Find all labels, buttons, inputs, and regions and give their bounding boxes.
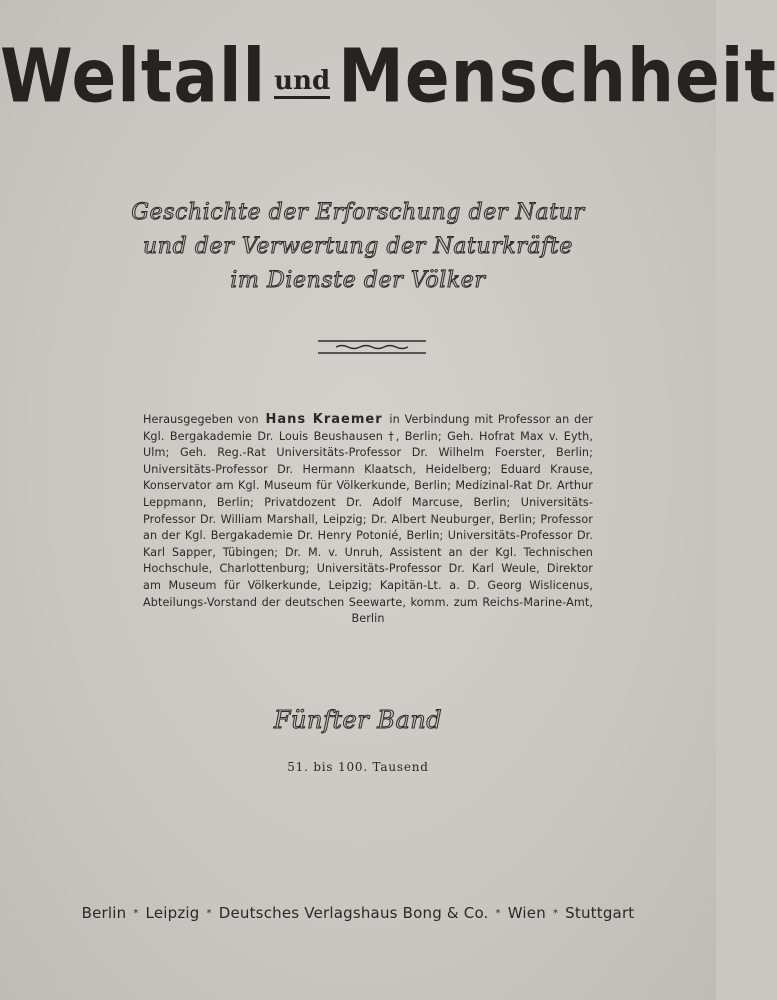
separator-star-icon: * xyxy=(133,908,139,919)
editors-block xyxy=(143,412,593,628)
title-part-1: Weltall xyxy=(0,33,267,120)
publisher-name: Deutsches Verlagshaus Bong & Co. xyxy=(218,904,489,922)
publisher-city-berlin: Berlin xyxy=(81,904,127,922)
publisher-line xyxy=(0,904,716,922)
publisher-city-stuttgart: Stuttgart xyxy=(565,904,635,922)
subtitle-line-1: Geschichte der Erforschung der Natur xyxy=(131,200,585,225)
subtitle-line-3: im Dienste der Völker xyxy=(230,268,486,293)
editors-lead: Herausgegeben von xyxy=(143,413,259,426)
separator-star-icon: * xyxy=(206,908,212,919)
separator-star-icon: * xyxy=(495,908,501,919)
subtitle-line-2: und der Verwertung der Naturkräfte xyxy=(143,234,573,259)
book-title xyxy=(0,33,777,120)
publisher-city-leipzig: Leipzig xyxy=(145,904,200,922)
separator-star-icon: * xyxy=(552,908,559,919)
edition-label: 51. bis 100. Tausend xyxy=(287,760,429,774)
editors-collaborators: in Verbindung mit Professor an der Kgl. Bergakademie Dr. Louis Beushausen †, Berlin; Geh. Hofrat Max v. Eyth, Ulm; Geh. Reg.-Rat Universitäts-Professor Dr. Wilhelm Foerster, Berlin; Universitäts-Professor Dr. Hermann Klaatsch, Heidelberg; Eduard Krause, Konservator am Kgl. Museum für Völkerkunde, Berlin; Medizinal-Rat Dr. Arthur Leppmann, Berlin; Privatdozent Dr. Adolf Marcuse, Berlin; Universitäts-Professor Dr. William Marshall, Leipzig; Dr. Albert Neuburger, Berlin; Professor an der Kgl. Bergakademie Dr. Henry Potonié, Berlin; Universitäts-Professor Dr. Karl Sapper, Tübingen; Dr. M. v. Unruh, Assistent an der Kgl. Technischen Hochschule, Charlottenburg; Universitäts-Professor Dr. Karl Weule, Direktor am Museum für Völkerkunde, Leipzig; Kapitän-Lt. a. D. Georg Wislicenus, Abteilungs-Vorstand der deutschen Seewarte, komm. zum Reichs-Marine-Amt, Berlin xyxy=(143,413,594,626)
title-part-2: Menschheit xyxy=(338,33,777,120)
book-subtitle xyxy=(0,196,716,298)
title-connector: und xyxy=(274,68,330,99)
wavy-line-divider-icon xyxy=(316,336,428,358)
volume-label: Fünfter Band xyxy=(273,706,443,734)
publisher-city-wien: Wien xyxy=(507,904,546,922)
editor-name: Hans Kraemer xyxy=(265,412,383,427)
